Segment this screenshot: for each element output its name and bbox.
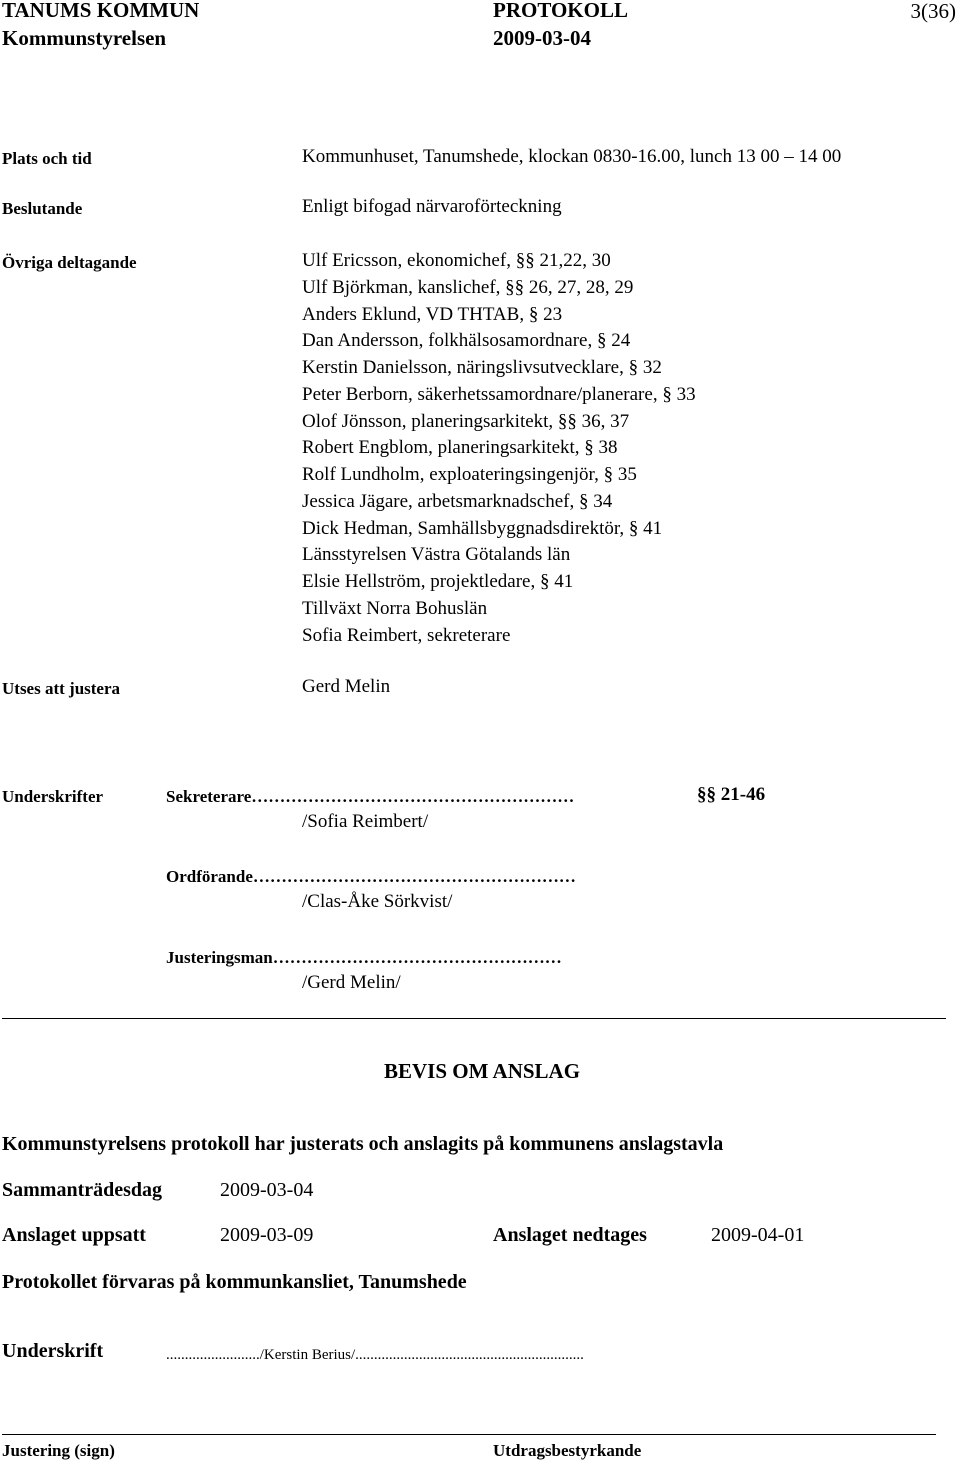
participant: Rolf Lundholm, exploateringsingenjör, § 35 bbox=[302, 464, 637, 485]
participant: Peter Berborn, säkerhetssamordnare/planerare, § 33 bbox=[302, 383, 696, 405]
header-doc-type: PROTOKOLL bbox=[493, 0, 628, 22]
participant: Anders Eklund, VD THTAB, § 23 bbox=[302, 303, 563, 325]
participant: Kerstin Danielsson, näringslivsutvecklare, § 32 bbox=[302, 357, 662, 378]
footer-right: Utdragsbestyrkande bbox=[493, 1441, 642, 1460]
participant: Ulf Björkman, kanslichef, §§ 26, 27, 28, 29 bbox=[302, 276, 634, 298]
participant: Dan Andersson, folkhälsosamordnare, § 24 bbox=[302, 330, 631, 352]
footer-left: Justering (sign) bbox=[2, 1441, 115, 1460]
meeting-date: 2009-03-04 bbox=[220, 1179, 314, 1201]
adjuster-name: /Gerd Melin/ bbox=[302, 972, 401, 993]
participant: Ulf Ericsson, ekonomichef, §§ 21,22, 30 bbox=[302, 250, 611, 271]
footer-divider bbox=[2, 1434, 936, 1435]
deciding-label: Beslutande bbox=[2, 199, 83, 218]
posted-label: Anslaget uppsatt bbox=[2, 1224, 146, 1246]
header-body: Kommunstyrelsen bbox=[2, 26, 167, 50]
storage-note: Protokollet förvaras på kommunkansliet, Tanumshede bbox=[2, 1271, 467, 1293]
participant: Länsstyrelsen Västra Götalands län bbox=[302, 544, 571, 566]
removed-date: 2009-04-01 bbox=[711, 1224, 805, 1246]
participant: Jessica Jägare, arbetsmarknadschef, § 34 bbox=[302, 490, 613, 512]
signature-value: ........................./Kerstin Berius/............................................................. bbox=[166, 1347, 584, 1363]
participant: Dick Hedman, Samhällsbyggnadsdirektör, § 41 bbox=[302, 517, 663, 539]
posted-date: 2009-03-09 bbox=[220, 1224, 314, 1246]
notice-title: BEVIS OM ANSLAG bbox=[384, 1059, 581, 1083]
header-org: TANUMS KOMMUN bbox=[2, 0, 200, 22]
adjust-label: Utses att justera bbox=[2, 679, 121, 698]
chair-name: /Clas-Åke Sörkvist/ bbox=[302, 891, 453, 912]
secretary-name: /Sofia Reimbert/ bbox=[302, 811, 429, 832]
section-divider bbox=[2, 1018, 946, 1019]
participant: Elsie Hellström, projektledare, § 41 bbox=[302, 571, 574, 592]
adjuster-label: Justeringsman…………………………………………… bbox=[166, 948, 562, 967]
others-label: Övriga deltagande bbox=[2, 253, 137, 272]
paragraphs-range: §§ 21-46 bbox=[697, 784, 766, 805]
notice-statement: Kommunstyrelsens protokoll har justerats och anslagits på kommunens anslagstavla bbox=[2, 1133, 724, 1155]
signature-label: Underskrift bbox=[2, 1340, 104, 1362]
adjust-value: Gerd Melin bbox=[302, 676, 391, 697]
meeting-date-label: Sammanträdesdag bbox=[2, 1179, 163, 1201]
header-date: 2009-03-04 bbox=[493, 26, 591, 50]
place-label: Plats och tid bbox=[2, 149, 92, 168]
participant: Sofia Reimbert, sekreterare bbox=[302, 624, 511, 646]
deciding-value: Enligt bifogad närvaroförteckning bbox=[302, 196, 562, 217]
participants-list bbox=[302, 248, 696, 649]
header-page: 3(36) bbox=[910, 0, 956, 23]
place-value: Kommunhuset, Tanumshede, klockan 0830-16.00, lunch 13 00 – 14 00 bbox=[302, 146, 842, 167]
participant: Tillväxt Norra Bohuslän bbox=[302, 597, 488, 619]
secretary-label: Sekreterare………………………………………………… bbox=[166, 787, 575, 806]
removed-label: Anslaget nedtages bbox=[493, 1224, 647, 1246]
participant: Olof Jönsson, planeringsarkitekt, §§ 36, 37 bbox=[302, 410, 630, 432]
participant: Robert Engblom, planeringsarkitekt, § 38 bbox=[302, 437, 618, 459]
signatures-label: Underskrifter bbox=[2, 787, 104, 806]
chair-label: Ordförande………………………………………………… bbox=[166, 867, 576, 886]
